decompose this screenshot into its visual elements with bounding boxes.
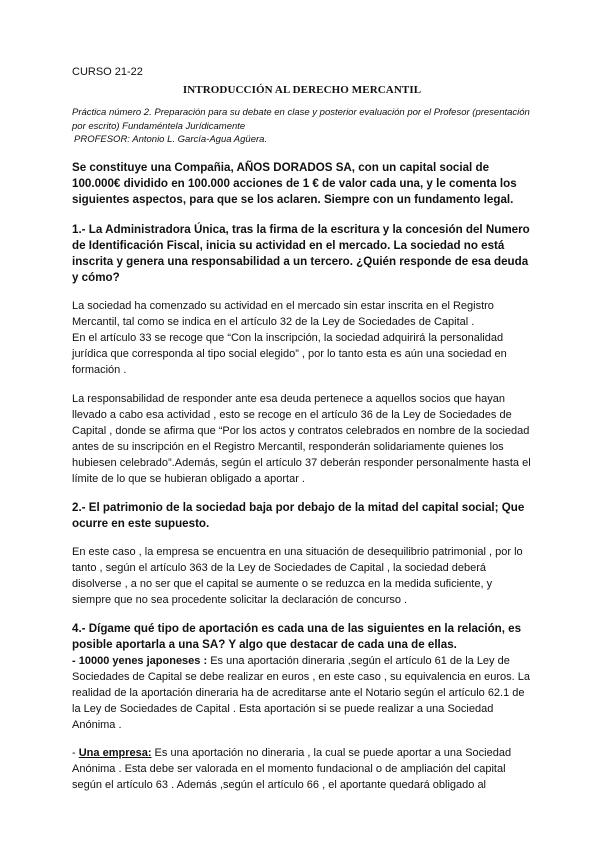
answer-2-paragraph: En este caso , la empresa se encuentra en una situación de desequilibrio patrimonial , por lo tanto , según el artículo 363 de la Ley de Sociedades de Capital , la sociedad deberá disolverse , a no ser que el capital se aumente o se reduzca en la medida suficiente, y siempre que no sea procedente solicitar la declaración de concurso . [72, 545, 523, 606]
subtitle [72, 106, 532, 147]
subtitle-text: Práctica número 2. Preparación para su debate en clase y posterior evaluación por el Profesor (presentación por escrito) Fundaméntela Jurídicamente [72, 107, 530, 132]
answer-1-paragraph-2: La responsabilidad de responder ante esa deuda pertenece a aquellos socios que hayan llevado a cabo esa actividad , esto se recoge en el artículo 36 de la Ley de Sociedades de Capital , donde se afirma que “Por los actos y contratos celebrados en nombre de la sociedad antes de su inscripción en el Registro Mercantil, responderán solidariamente quienes los hubiesen celebrado”.Además, según el artículo 37 deberán responder personalmente hasta el límite de lo que se hubieran obligado a aportar . [72, 392, 531, 485]
item-1-text: Es una aportación dineraria ,según el artículo 61 de la Ley de Sociedades de Capital se debe realizar en euros , en este caso , su equivalencia en euros. La realidad de la aportación dineraria ha de acreditarse ante el Notario según el artículo 62.1 de la Ley de Sociedades de Capital . Esta aportación si se puede realizar a una Sociedad Anónima . [72, 654, 531, 731]
answer-4-item-1 [72, 653, 532, 733]
question-1: 1.- La Administradora Única, tras la firma de la escritura y la concesión del Numero de Identificación Fiscal, inicia su actividad en el mercado. La sociedad no está inscrita y genera una responsabilidad a un tercero. ¿Quién responde de esa deuda y cómo? [72, 222, 530, 284]
document-page [72, 66, 532, 806]
case-statement: Se constituye una Compañia, AÑOS DORADOS SA, con un capital social de 100.000€ dividido en 100.000 acciones de 1 € de valor cada una, y le comenta los siguientes aspectos, para que se los aclaren. Siempre con un fundamento legal. [72, 160, 517, 206]
document-title: INTRODUCCIÓN AL DERECHO MERCANTIL [182, 84, 422, 96]
item-2-lead: Una empresa: [78, 746, 152, 759]
answer-4-item-2 [72, 745, 532, 793]
answer-1-paragraph-1 [72, 298, 532, 378]
question-4: 4.- Dígame qué tipo de aportación es cada una de las siguientes en la relación, es posible aportarla a una SA? Y algo que destacar de cada una de ellas. [72, 621, 522, 651]
course-label: CURSO 21-22 [72, 66, 143, 78]
answer-1a: La sociedad ha comenzado su actividad en el mercado sin estar inscrita en el Registro Mercantil, tal como se indica en el artículo 32 de la Ley de Sociedades de Capital . [72, 299, 494, 328]
item-1-lead: - 10000 yenes japoneses : [72, 654, 208, 667]
answer-1b: En el artículo 33 se recoge que “Con la inscripción, la sociedad adquirirá la personalidad jurídica que corresponda al tipo social elegido” , por lo tanto esta es aún una sociedad en formación . [72, 331, 507, 376]
item-2-dash: - [72, 746, 79, 759]
item-2-text: Es una aportación no dineraria , la cual se puede aportar a una Sociedad Anónima . Esta debe ser valorada en el momento fundacional o de ampliación del capital según el artículo 63 . Además ,según el artículo 66 , el aportante quedará obligado al [72, 746, 512, 791]
question-2: 2.- El patrimonio de la sociedad baja por debajo de la mitad del capital social; Que ocurre en este supuesto. [72, 500, 525, 530]
professor-line: PROFESOR: Antonio L. García-Agua Agüera. [74, 134, 268, 145]
